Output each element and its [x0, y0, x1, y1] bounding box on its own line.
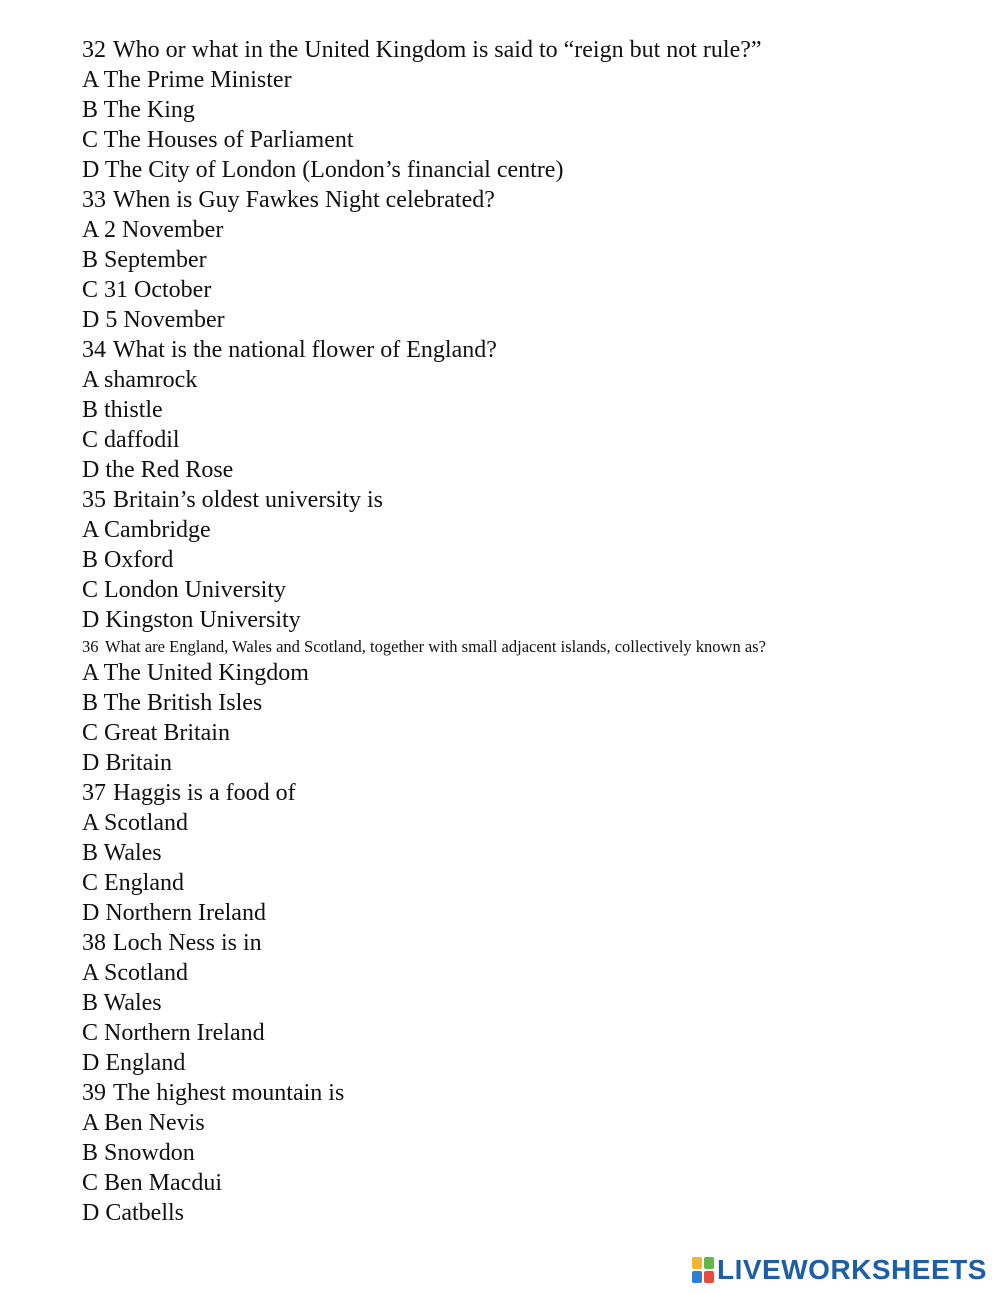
question-33 [82, 185, 982, 215]
question-number: 35 [82, 487, 106, 513]
option-letter: A [82, 660, 99, 686]
answer-option-33-a [82, 215, 982, 245]
option-letter: A [82, 67, 99, 93]
logo-tile-1 [692, 1257, 702, 1269]
answer-option-36-b [82, 688, 982, 718]
option-text: London University [104, 577, 286, 603]
option-letter: B [82, 547, 99, 573]
option-letter: A [82, 217, 99, 243]
worksheet [82, 35, 982, 1228]
question-number: 36 [82, 637, 99, 656]
option-letter: B [82, 1140, 99, 1166]
option-letter: C [82, 427, 99, 453]
option-letter: B [82, 690, 99, 716]
question-number: 32 [82, 37, 106, 63]
question-35 [82, 485, 982, 515]
option-letter: A [82, 1110, 99, 1136]
option-text: The Prime Minister [103, 67, 292, 93]
option-text: 2 November [104, 217, 224, 243]
question-36 [82, 635, 982, 658]
option-text: Snowdon [104, 1140, 195, 1166]
question-number: 39 [82, 1080, 106, 1106]
option-text: Great Britain [104, 720, 230, 746]
answer-option-33-c [82, 275, 982, 305]
option-text: Ben Macdui [104, 1170, 222, 1196]
option-letter: D [82, 750, 100, 776]
option-text: Scotland [104, 810, 189, 836]
answer-option-32-c [82, 125, 982, 155]
answer-option-37-d [82, 898, 982, 928]
option-letter: B [82, 990, 99, 1016]
answer-option-34-b [82, 395, 982, 425]
logo-tile-3 [692, 1271, 702, 1283]
answer-option-36-c [82, 718, 982, 748]
option-letter: C [82, 1020, 99, 1046]
option-letter: C [82, 720, 99, 746]
answer-option-38-c [82, 1018, 982, 1048]
option-text: The British Isles [103, 690, 263, 716]
answer-option-38-b [82, 988, 982, 1018]
option-letter: D [82, 457, 100, 483]
question-number: 37 [82, 780, 106, 806]
answer-option-35-a [82, 515, 982, 545]
answer-option-36-d [82, 748, 982, 778]
option-text: The United Kingdom [103, 660, 309, 686]
option-letter: B [82, 397, 99, 423]
option-text: Northern Ireland [104, 1020, 265, 1046]
option-letter: A [82, 810, 99, 836]
option-text: Ben Nevis [104, 1110, 205, 1136]
liveworksheets-brand [692, 1252, 987, 1288]
option-text: September [104, 247, 207, 273]
option-text: Wales [103, 990, 162, 1016]
answer-option-37-b [82, 838, 982, 868]
answer-option-35-b [82, 545, 982, 575]
question-38 [82, 928, 982, 958]
option-letter: D [82, 607, 100, 633]
option-letter: C [82, 870, 99, 896]
answer-option-33-b [82, 245, 982, 275]
option-text: thistle [104, 397, 163, 423]
option-letter: A [82, 517, 99, 543]
answer-option-33-d [82, 305, 982, 335]
question-number: 33 [82, 187, 106, 213]
question-text: Loch Ness is in [113, 930, 262, 956]
option-text: Wales [103, 840, 162, 866]
option-letter: B [82, 97, 99, 123]
option-letter: C [82, 277, 99, 303]
question-number: 34 [82, 337, 106, 363]
answer-option-32-b [82, 95, 982, 125]
question-text: Britain’s oldest university is [113, 487, 383, 513]
answer-option-39-c [82, 1168, 982, 1198]
option-letter: D [82, 1050, 100, 1076]
question-text: What are England, Wales and Scotland, together with small adjacent islands, collectively known as? [105, 637, 766, 656]
answer-option-37-c [82, 868, 982, 898]
option-letter: B [82, 247, 99, 273]
option-text: England [105, 1050, 186, 1076]
liveworksheets-logo-icon [692, 1257, 714, 1283]
answer-option-39-a [82, 1108, 982, 1138]
option-letter: A [82, 367, 99, 393]
option-text: the Red Rose [105, 457, 234, 483]
option-letter: A [82, 960, 99, 986]
answer-option-35-d [82, 605, 982, 635]
logo-tile-4 [704, 1271, 714, 1283]
option-text: shamrock [104, 367, 198, 393]
option-letter: D [82, 307, 100, 333]
option-text: Northern Ireland [105, 900, 266, 926]
option-letter: C [82, 577, 99, 603]
option-letter: C [82, 1170, 99, 1196]
option-text: Scotland [104, 960, 189, 986]
option-text: Catbells [105, 1200, 184, 1226]
option-text: Oxford [104, 547, 174, 573]
option-text: 31 October [104, 277, 212, 303]
option-text: The Houses of Parliament [103, 127, 354, 153]
answer-option-39-d [82, 1198, 982, 1228]
option-text: Cambridge [104, 517, 211, 543]
answer-option-36-a [82, 658, 982, 688]
option-letter: D [82, 157, 100, 183]
option-letter: D [82, 1200, 100, 1226]
brand-name: LIVEWORKSHEETS [717, 1254, 987, 1285]
option-text: Kingston University [105, 607, 301, 633]
question-number: 38 [82, 930, 106, 956]
question-text: The highest mountain is [113, 1080, 345, 1106]
answer-option-32-a [82, 65, 982, 95]
answer-option-39-b [82, 1138, 982, 1168]
question-37 [82, 778, 982, 808]
answer-option-38-a [82, 958, 982, 988]
answer-option-37-a [82, 808, 982, 838]
answer-option-34-a [82, 365, 982, 395]
question-34 [82, 335, 982, 365]
answer-option-38-d [82, 1048, 982, 1078]
question-text: Who or what in the United Kingdom is said to “reign but not rule?” [113, 37, 762, 63]
question-32 [82, 35, 982, 65]
answer-option-34-d [82, 455, 982, 485]
question-39 [82, 1078, 982, 1108]
question-text: When is Guy Fawkes Night celebrated? [113, 187, 495, 213]
option-text: 5 November [105, 307, 225, 333]
option-letter: D [82, 900, 100, 926]
answer-option-32-d [82, 155, 982, 185]
answer-option-34-c [82, 425, 982, 455]
answer-option-35-c [82, 575, 982, 605]
option-letter: C [82, 127, 99, 153]
option-text: daffodil [104, 427, 180, 453]
option-text: England [104, 870, 184, 896]
question-text: What is the national flower of England? [113, 337, 497, 363]
option-text: The King [103, 97, 195, 123]
option-text: Britain [105, 750, 172, 776]
question-text: Haggis is a food of [113, 780, 296, 806]
option-letter: B [82, 840, 99, 866]
logo-tile-2 [704, 1257, 714, 1269]
option-text: The City of London (London’s financial centre) [104, 157, 564, 183]
